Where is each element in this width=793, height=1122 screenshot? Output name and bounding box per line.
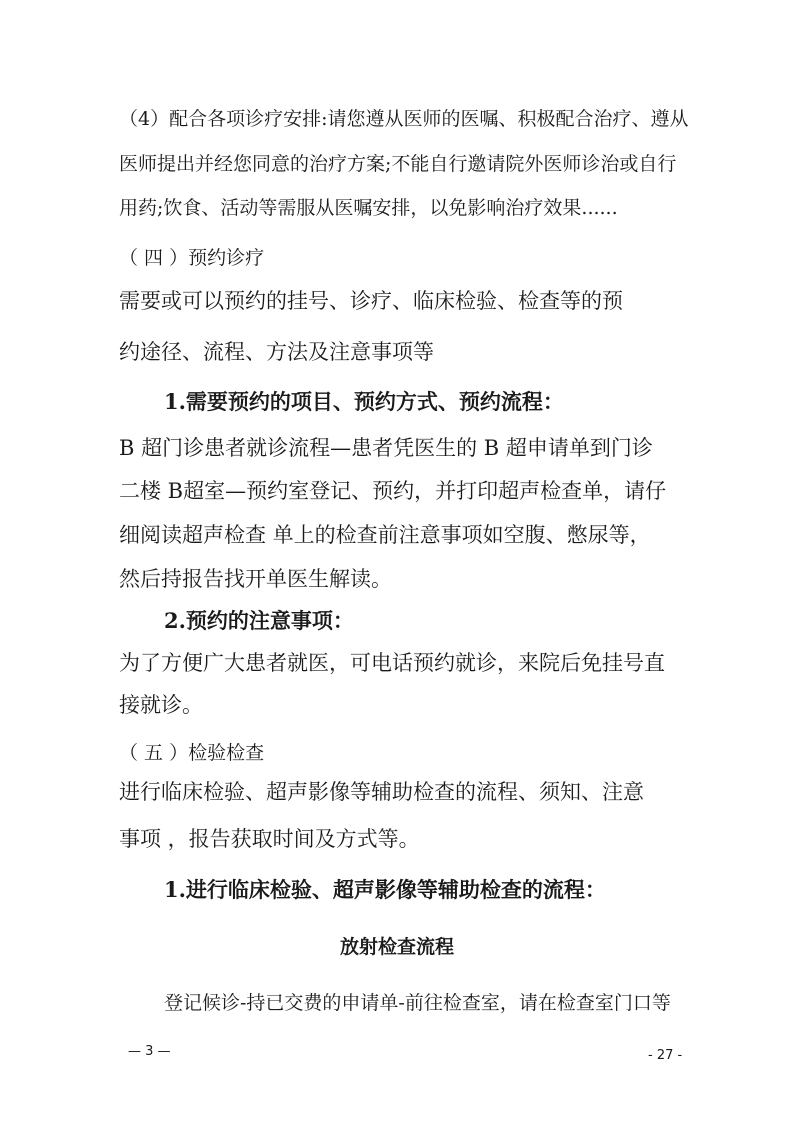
- section-5-item-1-title: 1.进行临床检验、超声影像等辅助检查的流程：: [164, 877, 606, 902]
- section-4-item-1-title: 1.需要预约的项目、预约方式、预约流程：: [164, 389, 564, 414]
- section-5-body-line-1: 登记候诊-持已交费的申请单-前往检查室，请在检查室门口等: [164, 992, 671, 1014]
- section-4-desc-line-2: 约途径、流程、方法及注意事项等: [119, 340, 434, 364]
- section-4-item-1-line-1: B 超门诊患者就诊流程—患者凭医生的 B 超申请单到门诊: [119, 436, 653, 460]
- section-4-item-1-line-3: 细阅读超声检查 单上的检查前注意事项如空腹、憋尿等，: [119, 523, 651, 547]
- section-5-subheading: 放射检查流程: [340, 936, 455, 958]
- section-4-item-2-title: 2.预约的注意事项：: [164, 608, 354, 633]
- para-4-line-2: 医师提出并经您同意的治疗方案;不能自行邀请院外医师诊治或自行: [119, 153, 677, 175]
- section-4-desc-line-1: 需要或可以预约的挂号、诊疗、临床检验、检查等的预: [119, 289, 623, 313]
- section-4-item-2-line-1: 为了方便广大患者就医，可电话预约就诊，来院后免挂号直: [119, 651, 665, 675]
- section-4-heading: （ 四 ）预约诊疗: [119, 247, 265, 269]
- section-4-item-1-line-4: 然后持报告找开单医生解读。: [119, 567, 392, 591]
- section-4-item-1-line-2: 二楼 B超室—预约室登记、预约，并打印超声检查单，请仔: [119, 479, 667, 503]
- section-5-desc-line-1: 进行临床检验、超声影像等辅助检查的流程、须知、注意: [119, 780, 644, 804]
- section-5-desc-line-2: 事项 ，报告获取时间及方式等。: [119, 827, 420, 851]
- footer-right-page-number: - 27 -: [648, 1048, 683, 1063]
- para-4-line-1: （4）配合各项诊疗安排:请您遵从医师的医嘱、积极配合治疗、遵从: [119, 108, 689, 130]
- section-4-item-2-line-2: 接就诊。: [119, 693, 203, 717]
- para-4-line-3: 用药;饮食、活动等需服从医嘱安排，以免影响治疗效果......: [119, 197, 618, 219]
- footer-left-page-number: — 3 —: [128, 1044, 171, 1059]
- section-5-heading: （ 五 ）检验检查: [119, 742, 265, 764]
